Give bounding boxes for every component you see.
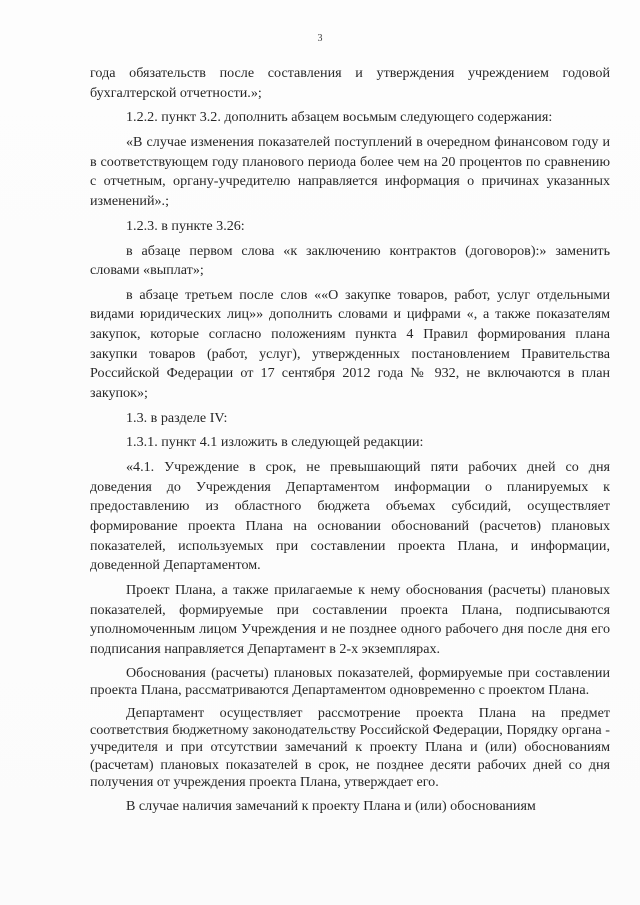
paragraph-justifications: Обоснования (расчеты) плановых показателей, формируемые при составлении проекта Плана, рассматриваются Департаментом одновременно с проектом Плана.	[90, 664, 610, 698]
page-number: 3	[317, 33, 323, 44]
paragraph-remarks: В случае наличия замечаний к проекту Плана и (или) обоснованиям	[126, 797, 536, 814]
paragraph-item-1-2-3: 1.2.3. в пункте 3.26:	[126, 217, 245, 234]
paragraph-quote-4-1: «4.1. Учреждение в срок, не превышающий пяти рабочих дней со дня доведения до Учреждения Департаментом информации о планируемых к предоставлению из областного бюджета объемах субсидий, осуществляет формирование проекта Плана на основании обоснований (расчетов) плановых показателей, используемых при составлении проекта Плана, и информации, доведенной Департаментом.	[90, 459, 610, 574]
paragraph-item-1-3: 1.3. в разделе IV:	[126, 409, 228, 426]
paragraph-item-1-2-2: 1.2.2. пункт 3.2. дополнить абзацем восьмым следующего содержания:	[126, 109, 553, 126]
paragraph-department-review: Департамент осуществляет рассмотрение проекта Плана на предмет соответствия бюджетному законодательству Российской Федерации, Порядку органа - учредителя и при отсутствии замечаний к проекту Плана и (или) обоснованиям (расчетам) плановых показателей в срок, не позднее десяти рабочих дней со дня получения от учреждения проекта Плана, утверждает его.	[90, 704, 610, 791]
paragraph-item-1-3-1: 1.3.1. пункт 4.1 изложить в следующей редакции:	[126, 434, 424, 451]
paragraph-first-abzac: в абзаце первом слова «к заключению контрактов (договоров):» заменить словами «выплат»;	[90, 242, 610, 279]
paragraph-quote-income-change: «В случае изменения показателей поступлений в очередном финансовом году и в соответствующем году планового периода более чем на 20 процентов по сравнению с отчетным, органу-учредителю направляется информация о причинах указанных изменений».;	[90, 134, 610, 209]
paragraph-plan-project: Проект Плана, а также прилагаемые к нему обоснования (расчеты) плановых показателей, формируемые при составлении проекта Плана, подписываются уполномоченным лицом Учреждения и не позднее одного рабочего дня после дня его подписания направляется Департамент в 2-х экземплярах.	[90, 581, 610, 657]
document-body	[90, 64, 610, 822]
paragraph-third-abzac: в абзаце третьем после слов ««О закупке товаров, работ, услуг отдельными видами юридических лиц»» дополнить словами и цифрами «, а также показателям закупок, которые согласно положениям пункта 4 Правил формирования плана закупки товаров (работ, услуг), утвержденных постановлением Правительства Российской Федерации от 17 сентября 2012 года № 932, не включаются в план закупок»;	[90, 286, 610, 401]
paragraph-continuation: года обязательств после составления и утверждения учреждением годовой бухгалтерской отчетности.»;	[90, 65, 610, 101]
